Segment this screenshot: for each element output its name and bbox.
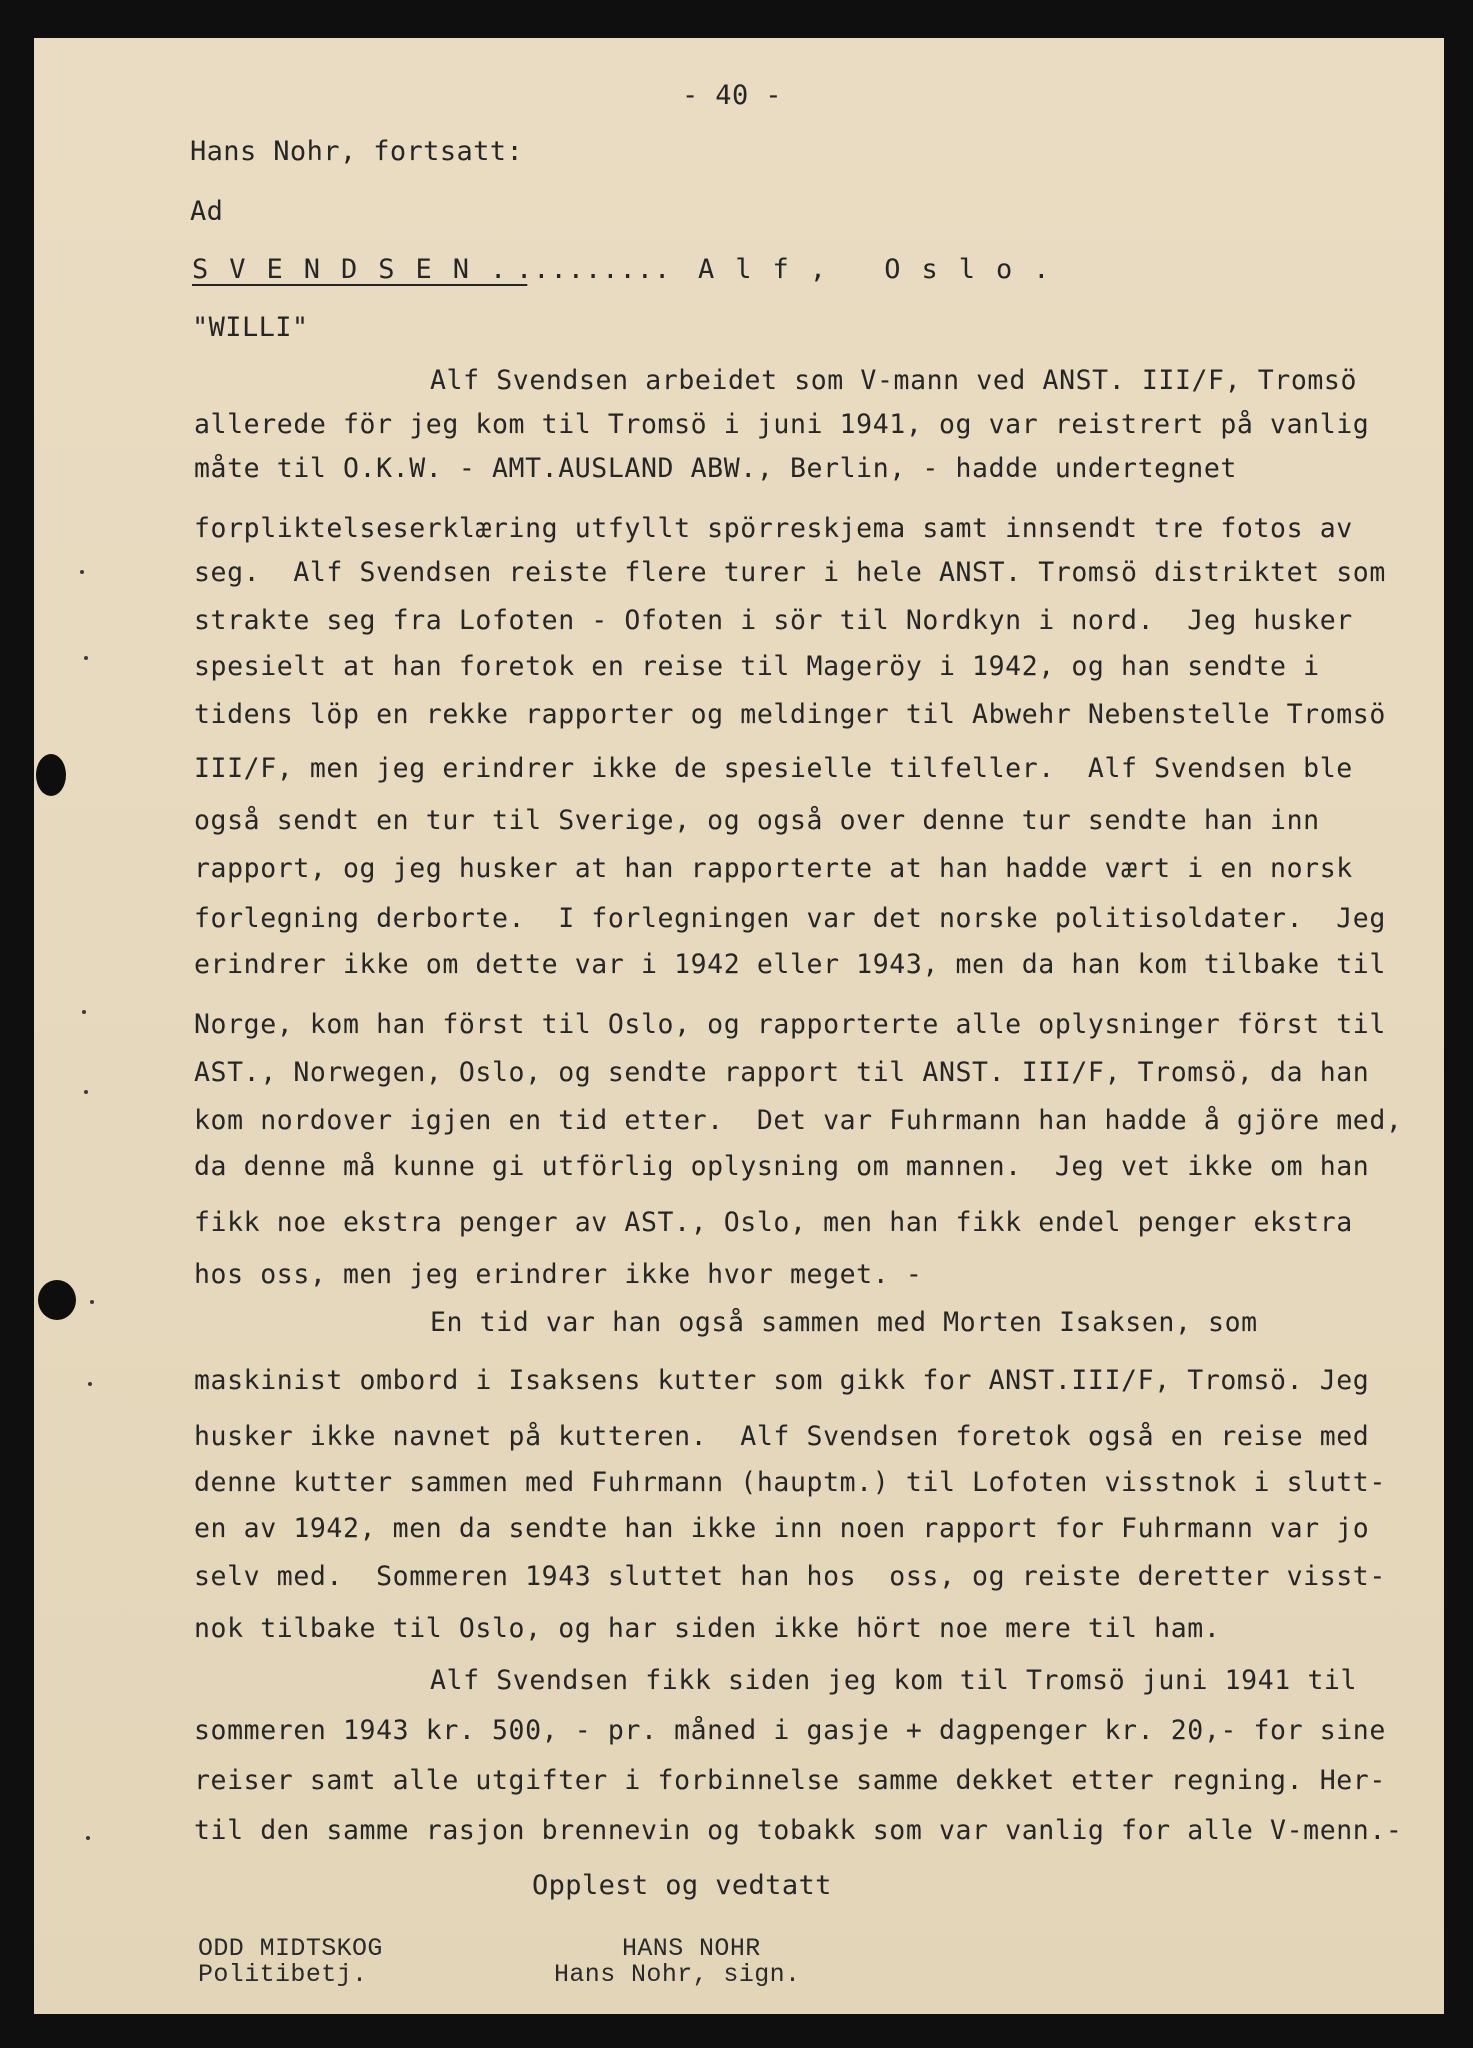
margin-mark	[80, 570, 84, 574]
body-line: allerede för jeg kom til Tromsö i juni 1941, og var reistrert på vanlig	[194, 409, 1370, 440]
body-line: nok tilbake til Oslo, og har siden ikke hört noe mere til ham.	[194, 1613, 1221, 1644]
body-line: AST., Norwegen, Oslo, og sendte rapport til ANST. III/F, Tromsö, da han	[194, 1057, 1370, 1088]
closing-statement: Opplest og vedtatt	[532, 1870, 832, 1901]
body-line: strakte seg fra Lofoten - Ofoten i sör til Nordkyn i nord. Jeg husker	[194, 605, 1353, 636]
subject-dots: .........	[516, 254, 672, 285]
body-line: spesielt at han foretok en reise til Mageröy i 1942, og han sendte i	[194, 651, 1320, 682]
body-line: til den samme rasjon brennevin og tobakk som var vanlig for alle V-menn.-	[194, 1815, 1403, 1846]
margin-mark	[88, 1382, 92, 1386]
body-line: forlegning derborte. I forlegningen var det norske politisoldater. Jeg	[194, 903, 1386, 934]
body-line: selv med. Sommeren 1943 sluttet han hos oss, og reiste deretter visst-	[194, 1561, 1386, 1592]
body-line: måte til O.K.W. - AMT.AUSLAND ABW., Berlin, - hadde undertegnet	[194, 453, 1237, 484]
margin-mark	[84, 656, 88, 660]
punch-hole-lower	[38, 1280, 76, 1320]
body-line: tidens löp en rekke rapporter og meldinger til Abwehr Nebenstelle Tromsö	[194, 699, 1386, 730]
body-line: en av 1942, men da sendte han ikke inn noen rapport for Fuhrmann var jo	[194, 1513, 1370, 1544]
body-line: denne kutter sammen med Fuhrmann (hauptm.) til Lofoten visstnok i slutt-	[194, 1467, 1386, 1498]
signature-right-name: HANS NOHR	[622, 1934, 761, 1963]
signature-left-title: Politibetj.	[198, 1960, 368, 1989]
body-line: Alf Svendsen fikk siden jeg kom til Tromsö juni 1941 til	[430, 1665, 1358, 1696]
signature-right-sign: Hans Nohr, sign.	[554, 1960, 801, 1989]
body-line: forpliktelseserklæring utfyllt spörreskjema samt innsendt tre fotos av	[194, 513, 1353, 544]
body-line: sommeren 1943 kr. 500, - pr. måned i gasje + dagpenger kr. 20,- for sine	[194, 1715, 1386, 1746]
body-line: da denne må kunne gi utförlig oplysning om mannen. Jeg vet ikke om han	[194, 1151, 1370, 1182]
body-line: rapport, og jeg husker at han rapporterte at han hadde vært i en norsk	[194, 853, 1353, 884]
body-line: III/F, men jeg erindrer ikke de spesielle tilfeller. Alf Svendsen ble	[194, 753, 1353, 784]
punch-hole-upper	[36, 754, 66, 796]
document-page	[34, 38, 1444, 2014]
body-line: husker ikke navnet på kutteren. Alf Svendsen foretok også en reise med	[194, 1421, 1370, 1452]
heading: Hans Nohr, fortsatt:	[190, 136, 524, 167]
signature-left-name: ODD MIDTSKOG	[198, 1934, 383, 1963]
body-line: fikk noe ekstra penger av AST., Oslo, men han fikk endel penger ekstra	[194, 1207, 1353, 1238]
margin-mark	[90, 1300, 94, 1304]
ad-label: Ad	[190, 196, 224, 227]
body-line: hos oss, men jeg erindrer ikke hvor meget. -	[194, 1259, 923, 1290]
body-line: Alf Svendsen arbeidet som V-mann ved ANST. III/F, Tromsö	[430, 365, 1358, 396]
subject-surname: SVENDSEN.	[192, 254, 528, 285]
subject-name: Alf, Oslo.	[698, 254, 1071, 285]
body-line: også sendt en tur til Sverige, og også over denne tur sendte han inn	[194, 805, 1320, 836]
body-line: seg. Alf Svendsen reiste flere turer i hele ANST. Tromsö distriktet som	[194, 557, 1386, 588]
body-line: maskinist ombord i Isaksens kutter som gikk for ANST.III/F, Tromsö. Jeg	[194, 1365, 1370, 1396]
body-line: kom nordover igjen en tid etter. Det var Fuhrmann han hadde å gjöre med,	[194, 1105, 1403, 1136]
margin-mark	[84, 1090, 88, 1094]
page-number: - 40 -	[682, 80, 782, 111]
body-line: reiser samt alle utgifter i forbinnelse samme dekket etter regning. Her-	[194, 1765, 1386, 1796]
body-line: erindrer ikke om dette var i 1942 eller 1943, men da han kom tilbake til	[194, 949, 1386, 980]
margin-mark	[82, 1010, 86, 1014]
body-line: Norge, kom han först til Oslo, og rapporterte alle oplysninger först til	[194, 1009, 1386, 1040]
body-line: En tid var han også sammen med Morten Isaksen, som	[430, 1307, 1258, 1338]
alias: "WILLI"	[192, 312, 309, 343]
margin-mark	[86, 1836, 90, 1840]
